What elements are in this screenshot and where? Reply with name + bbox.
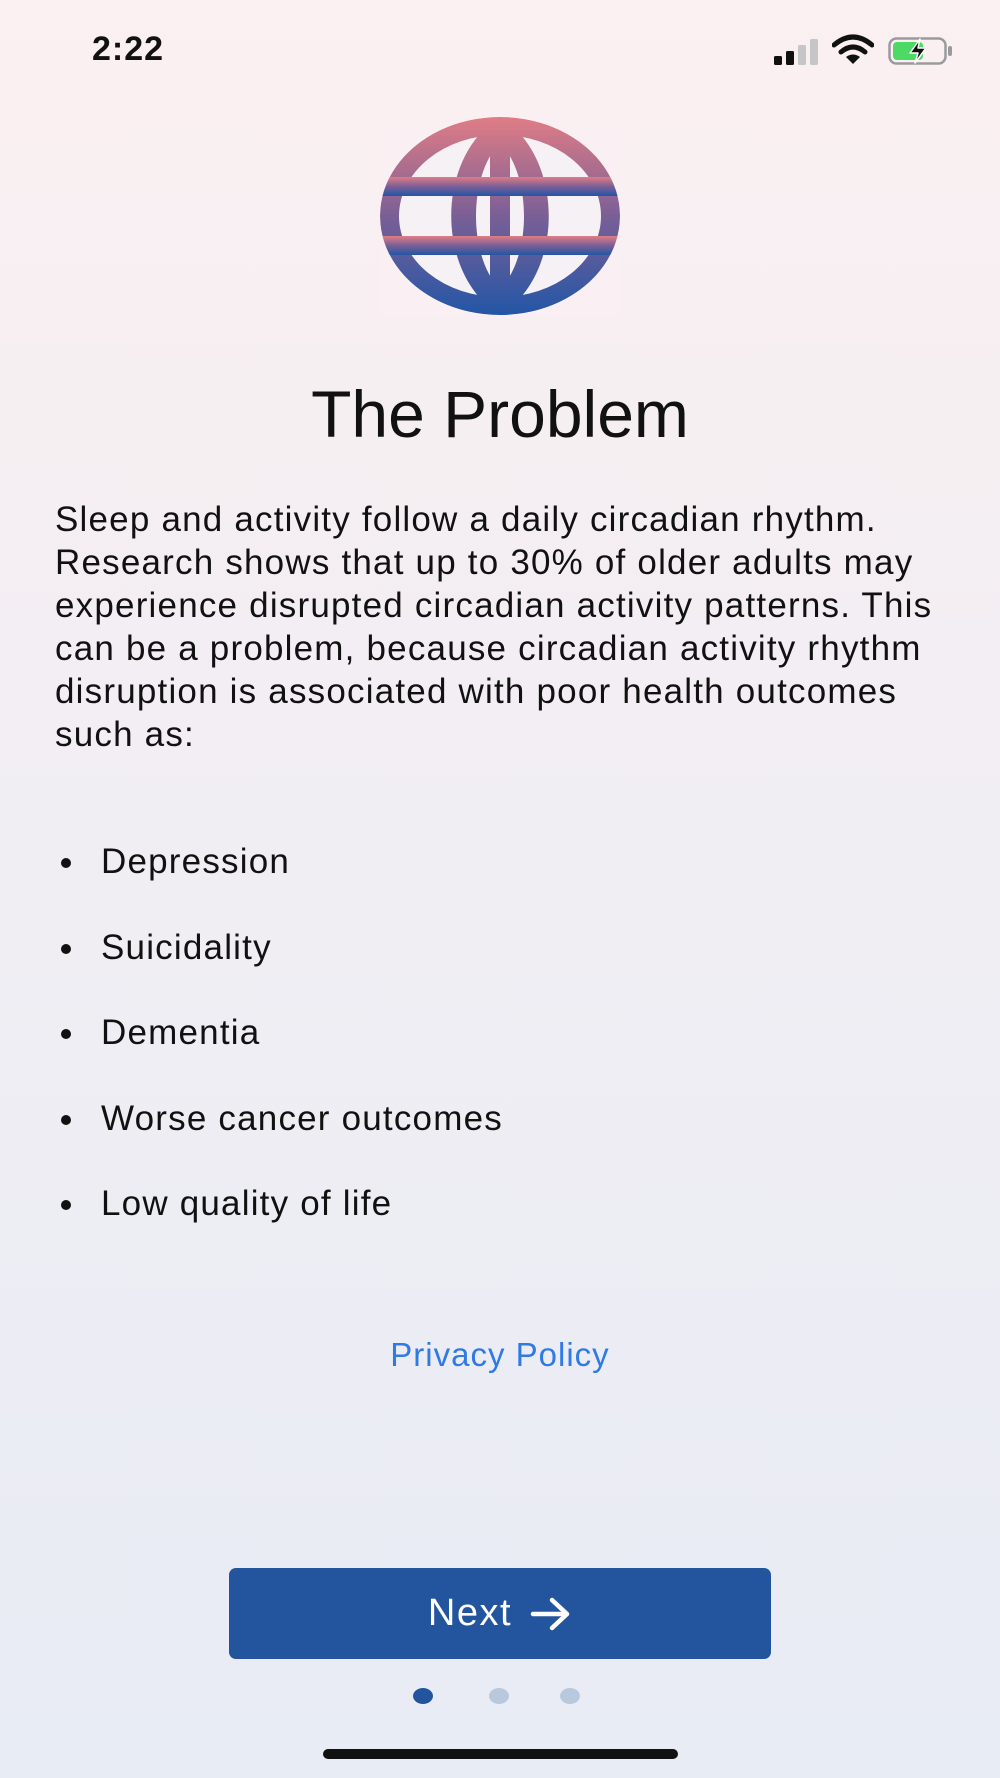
cellular-signal-icon [774,38,820,66]
page-title: The Problem [311,377,689,451]
bullet-icon [61,858,71,868]
bullet-icon [61,1115,71,1125]
list-item [55,1007,955,1093]
page-dot-1[interactable] [413,1688,433,1704]
bullet-icon [61,1029,71,1039]
privacy-policy-link[interactable]: Privacy Policy [390,1336,610,1373]
list-item [55,1093,955,1179]
list-item [55,836,955,922]
list-item-label: Worse cancer outcomes [101,1098,503,1138]
outcome-list [55,836,955,1264]
intro-paragraph: Sleep and activity follow a daily circadian rhythm. Research shows that up to 30% of older adults may experience disrupted circadian activity patterns. This can be a problem, because circadian activity rhythm disruption is associated with poor health outcomes such as: [55,500,933,754]
page-dot-3[interactable] [560,1688,580,1704]
list-item-label: Dementia [101,1013,261,1052]
next-button-label: Next [427,1592,513,1634]
list-item [55,922,955,1008]
globe-icon [380,117,620,315]
home-indicator[interactable] [323,1749,678,1759]
status-time: 2:22 [92,30,165,68]
list-item-label: Depression [101,842,291,881]
arrow-right-icon [530,1597,572,1631]
bullet-icon [61,1200,71,1210]
battery-charging-icon [888,36,954,66]
list-item-label: Low quality of life [101,1184,393,1223]
page-indicator [0,1688,1000,1708]
list-item-label: Suicidality [101,927,272,967]
list-item [55,1178,955,1264]
bullet-icon [61,944,71,954]
page-dot-2[interactable] [489,1688,509,1704]
status-bar [0,0,1000,100]
wifi-icon [832,34,874,66]
next-button[interactable] [229,1568,771,1659]
